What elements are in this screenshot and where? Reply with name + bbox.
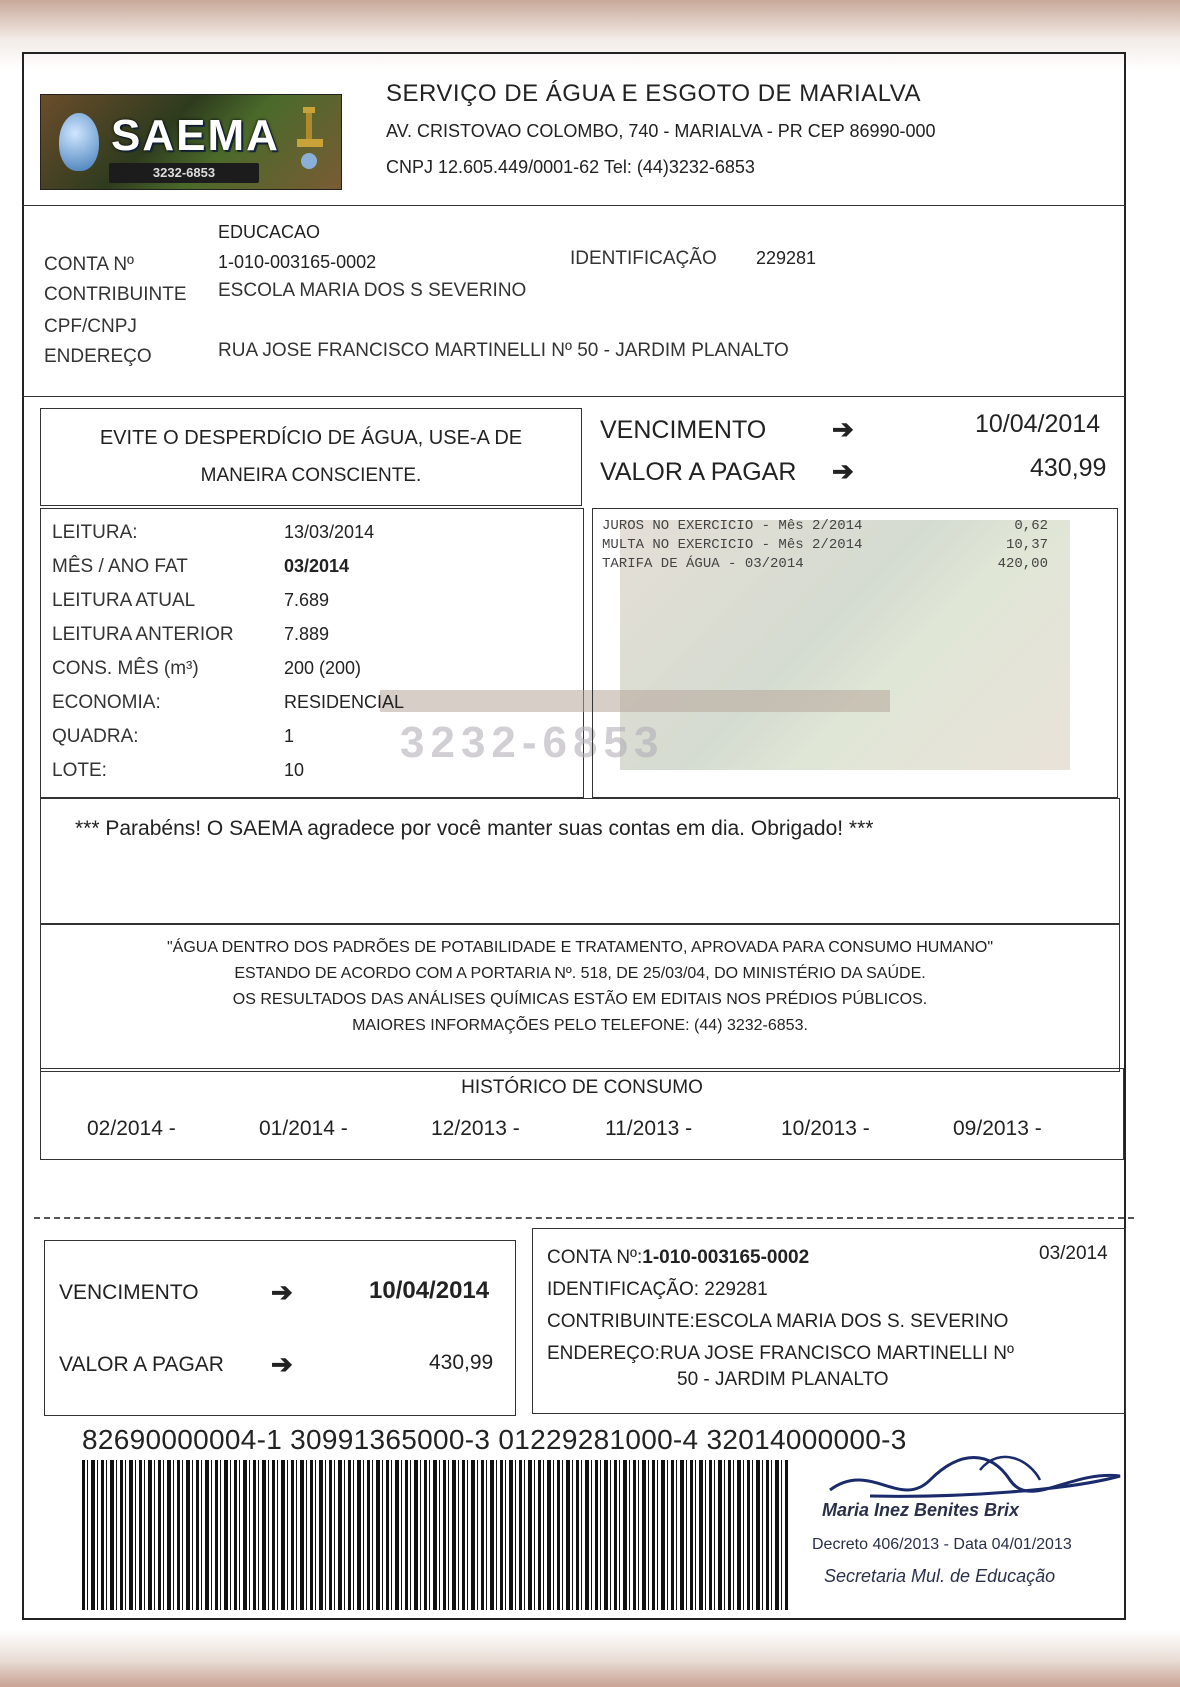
stub-valor-value: 430,99 [429, 1351, 494, 1374]
venc-value: 10/04/2014 [975, 410, 1101, 438]
stub-contrib: CONTRIBUINTE:ESCOLA MARIA DOS S. SEVERINO [547, 1311, 1009, 1332]
quality-line2: ESTANDO DE ACORDO COM A PORTARIA Nº. 518, DE 25/03/04, DO MINISTÉRIO DA SAÚDE. [234, 965, 926, 982]
logo-text: SAEMA [111, 111, 280, 160]
reading-value: 1 [284, 726, 295, 746]
company-name: SERVIÇO DE ÁGUA E ESGOTO DE MARIALVA [386, 80, 922, 107]
conta-value: 1-010-003165-0002 [218, 252, 377, 272]
reading-value: 200 (200) [284, 658, 362, 678]
reading-value: 7.689 [284, 590, 330, 610]
stub-conta [547, 1247, 809, 1269]
thanks-box [40, 798, 1120, 924]
reading-label: LEITURA ANTERIOR [52, 624, 234, 645]
arrow-right-icon: ➔ [271, 1277, 293, 1307]
charge-value: 0,62 [1014, 518, 1048, 534]
reading-label: LEITURA ATUAL [52, 590, 196, 611]
stub-end1: ENDEREÇO:RUA JOSE FRANCISCO MARTINELLI Nº [547, 1343, 1014, 1364]
notice-line1: EVITE O DESPERDÍCIO DE ÁGUA, USE-A DE [99, 427, 523, 449]
reading-label: QUADRA: [52, 726, 139, 747]
notice-box [40, 408, 582, 506]
reading-label: ECONOMIA: [52, 692, 161, 713]
history-month: 01/2014 - [259, 1117, 348, 1140]
signature-decree: Decreto 406/2013 - Data 04/01/2013 [812, 1536, 1072, 1553]
stub-venc-value: 10/04/2014 [369, 1277, 490, 1304]
reading-label: MÊS / ANO FAT [52, 556, 188, 577]
company-address: AV. CRISTOVAO COLOMBO, 740 - MARIALVA - PR CEP 86990-000 [386, 121, 936, 141]
logo-phone: 3232-6853 [109, 163, 259, 183]
cut-line [34, 1217, 1134, 1219]
quality-line4: MAIORES INFORMAÇÕES PELO TELEFONE: (44) 3232-6853. [352, 1017, 808, 1034]
endereco-label: ENDEREÇO [44, 346, 152, 367]
thanks-message: *** Parabéns! O SAEMA agradece por você manter suas contas em dia. Obrigado! *** [75, 817, 874, 840]
cpf-label: CPF/CNPJ [44, 316, 137, 337]
contrib-label: CONTRIBUINTE [44, 284, 187, 305]
divider [22, 205, 1126, 206]
stub-end2: 50 - JARDIM PLANALTO [677, 1369, 889, 1390]
arrow-right-icon: ➔ [832, 414, 854, 444]
quality-box [40, 924, 1120, 1072]
watermark-phone: 3232-6853 [400, 718, 665, 767]
stub-ident: IDENTIFICAÇÃO: 229281 [547, 1279, 768, 1300]
saema-logo [40, 94, 342, 190]
reading-value: RESIDENCIAL [284, 692, 405, 712]
arrow-right-icon: ➔ [832, 456, 854, 486]
history-month: 12/2013 - [431, 1117, 520, 1140]
conta-label: CONTA Nº [44, 254, 134, 275]
stub-conta-label: CONTA Nº: [547, 1247, 643, 1268]
contrib-value: ESCOLA MARIA DOS S SEVERINO [218, 280, 527, 301]
reading-value: 10 [284, 760, 305, 780]
signature-name: Maria Inez Benites Brix [822, 1500, 1020, 1520]
history-month: 09/2013 - [953, 1117, 1042, 1140]
charge-value: 10,37 [1005, 537, 1048, 553]
barcode-digits: 82690000004-1 30991365000-3 01229281000-4 32014000000-3 [82, 1424, 907, 1455]
faucet-icon [289, 103, 329, 173]
history-month: 11/2013 - [605, 1117, 693, 1140]
reading-label: LOTE: [52, 760, 107, 781]
arrow-right-icon: ➔ [271, 1349, 293, 1379]
notice-line2: MANEIRA CONSCIENTE. [200, 465, 422, 486]
valor-label: VALOR A PAGAR [600, 458, 797, 486]
reading-value: 03/2014 [284, 556, 350, 576]
stub-ref: 03/2014 [1039, 1243, 1108, 1264]
charge-desc: TARIFA DE ÁGUA - 03/2014 [602, 556, 804, 572]
divider [22, 396, 1126, 397]
barcode [82, 1460, 790, 1610]
ident-label: IDENTIFICAÇÃO [570, 248, 717, 269]
history-month: 02/2014 - [87, 1117, 176, 1140]
reading-value: 7.889 [284, 624, 330, 644]
category: EDUCACAO [218, 222, 321, 242]
reading-label: CONS. MÊS (m³) [52, 658, 199, 679]
stub-venc-label: VENCIMENTO [59, 1281, 199, 1304]
water-drop-icon [59, 113, 99, 171]
stub-due-box [44, 1240, 516, 1416]
signature-role: Secretaria Mul. de Educação [824, 1566, 1056, 1586]
history-title: HISTÓRICO DE CONSUMO [461, 1077, 703, 1098]
quality-line1: "ÁGUA DENTRO DOS PADRÕES DE POTABILIDADE E TRATAMENTO, APROVADA PARA CONSUMO HUMANO" [166, 939, 994, 956]
reading-label: LEITURA: [52, 522, 138, 543]
endereco-value: RUA JOSE FRANCISCO MARTINELLI Nº 50 - JARDIM PLANALTO [218, 340, 789, 361]
history-box [40, 1068, 1124, 1160]
company-cnpj-tel: CNPJ 12.605.449/0001-62 Tel: (44)3232-6853 [386, 157, 755, 177]
quality-line3: OS RESULTADOS DAS ANÁLISES QUÍMICAS ESTÃO EM EDITAIS NOS PRÉDIOS PÚBLICOS. [232, 991, 928, 1008]
charge-desc: MULTA NO EXERCICIO - Mês 2/2014 [602, 537, 863, 553]
stub-conta-value: 1-010-003165-0002 [642, 1247, 810, 1268]
reading-value: 13/03/2014 [284, 522, 375, 542]
valor-value: 430,99 [1030, 454, 1107, 482]
ident-value: 229281 [756, 248, 817, 268]
venc-label: VENCIMENTO [600, 416, 767, 444]
stub-info-box [532, 1228, 1126, 1414]
charge-desc: JUROS NO EXERCICIO - Mês 2/2014 [602, 518, 863, 534]
charge-value: 420,00 [997, 556, 1048, 572]
stub-valor-label: VALOR A PAGAR [59, 1353, 224, 1376]
history-month: 10/2013 - [781, 1117, 870, 1140]
